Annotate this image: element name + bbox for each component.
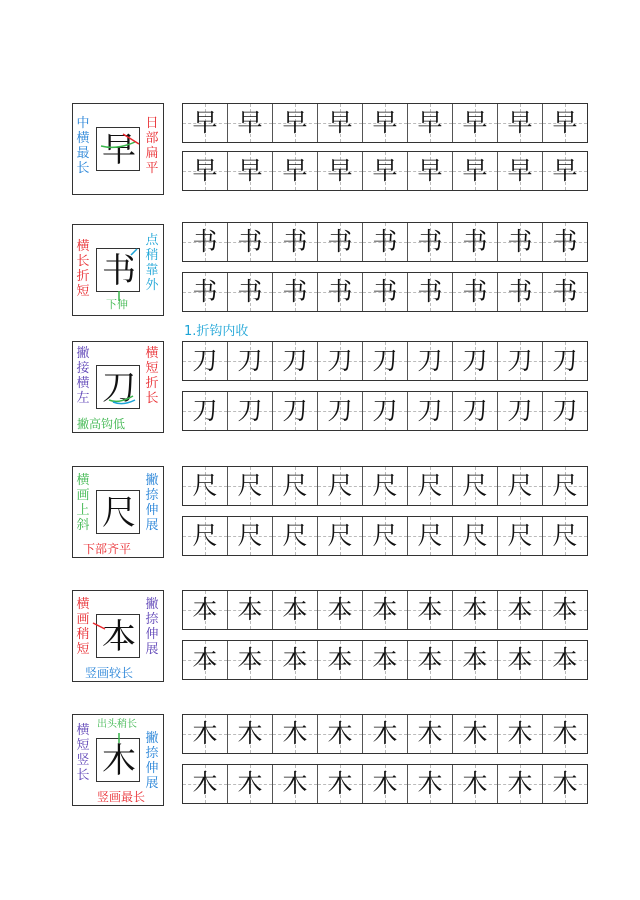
practice-row-2 bbox=[182, 764, 588, 804]
practice-cell bbox=[363, 765, 408, 803]
practice-char: 刀 bbox=[237, 346, 263, 375]
practice-cell bbox=[318, 467, 363, 505]
practice-row-1 bbox=[182, 222, 588, 262]
practice-char: 早 bbox=[417, 156, 443, 185]
practice-char: 本 bbox=[327, 595, 353, 624]
practice-char: 刀 bbox=[282, 346, 308, 375]
practice-cell bbox=[363, 223, 408, 261]
practice-char: 早 bbox=[507, 156, 533, 185]
practice-cell bbox=[543, 715, 587, 753]
char-block-mu bbox=[0, 714, 640, 814]
practice-char: 本 bbox=[462, 645, 488, 674]
practice-char: 书 bbox=[507, 277, 533, 306]
practice-cell bbox=[228, 223, 273, 261]
practice-char: 本 bbox=[372, 595, 398, 624]
practice-char: 木 bbox=[282, 719, 308, 748]
practice-char: 本 bbox=[417, 595, 443, 624]
practice-char: 书 bbox=[462, 227, 488, 256]
practice-char: 木 bbox=[327, 769, 353, 798]
practice-cell bbox=[273, 517, 318, 555]
practice-cell bbox=[318, 152, 363, 190]
practice-cell bbox=[543, 765, 587, 803]
right-note: 日部扁平 bbox=[145, 116, 159, 176]
model-char-box bbox=[72, 341, 164, 433]
practice-char: 刀 bbox=[327, 346, 353, 375]
practice-cell bbox=[543, 392, 587, 430]
practice-cell bbox=[498, 223, 543, 261]
practice-cell bbox=[273, 152, 318, 190]
practice-char: 木 bbox=[552, 769, 578, 798]
practice-cell bbox=[408, 765, 453, 803]
practice-cell bbox=[363, 591, 408, 629]
practice-char: 木 bbox=[552, 719, 578, 748]
practice-char: 早 bbox=[552, 156, 578, 185]
practice-cell bbox=[453, 104, 498, 142]
practice-cell bbox=[453, 517, 498, 555]
practice-cell bbox=[273, 273, 318, 311]
practice-cell bbox=[498, 591, 543, 629]
practice-cell bbox=[543, 467, 587, 505]
bottom-note: 竖画较长 bbox=[85, 666, 134, 680]
practice-char: 早 bbox=[327, 108, 353, 137]
practice-char: 本 bbox=[507, 595, 533, 624]
practice-cell bbox=[318, 641, 363, 679]
practice-row-2 bbox=[182, 516, 588, 556]
practice-char: 书 bbox=[462, 277, 488, 306]
practice-cell bbox=[408, 104, 453, 142]
practice-char: 刀 bbox=[552, 396, 578, 425]
practice-cell bbox=[453, 715, 498, 753]
practice-char: 书 bbox=[372, 227, 398, 256]
practice-char: 早 bbox=[417, 108, 443, 137]
practice-char: 书 bbox=[372, 277, 398, 306]
practice-cell bbox=[453, 591, 498, 629]
practice-char: 木 bbox=[462, 769, 488, 798]
model-char: 刀 bbox=[102, 368, 136, 408]
practice-char: 尺 bbox=[327, 521, 353, 550]
practice-row-1 bbox=[182, 103, 588, 143]
bottom-note: 下伸 bbox=[106, 298, 128, 311]
practice-char: 尺 bbox=[237, 471, 263, 500]
practice-char: 书 bbox=[237, 227, 263, 256]
practice-char: 刀 bbox=[507, 396, 533, 425]
practice-char: 木 bbox=[417, 719, 443, 748]
practice-char: 尺 bbox=[372, 521, 398, 550]
practice-cell bbox=[318, 392, 363, 430]
practice-cell bbox=[183, 641, 228, 679]
practice-cell bbox=[273, 715, 318, 753]
practice-cell bbox=[183, 517, 228, 555]
bottom-note: 竖画最长 bbox=[97, 790, 146, 804]
practice-char: 木 bbox=[282, 769, 308, 798]
practice-row-1 bbox=[182, 341, 588, 381]
left-note: 横画上斜 bbox=[76, 473, 90, 533]
practice-cell bbox=[543, 641, 587, 679]
practice-char: 刀 bbox=[372, 346, 398, 375]
practice-cell bbox=[363, 152, 408, 190]
practice-cell bbox=[453, 342, 498, 380]
practice-row-1 bbox=[182, 590, 588, 630]
practice-char: 早 bbox=[462, 108, 488, 137]
practice-char: 木 bbox=[237, 719, 263, 748]
char-block-dao bbox=[0, 341, 640, 441]
practice-cell bbox=[498, 715, 543, 753]
practice-char: 尺 bbox=[552, 521, 578, 550]
practice-cell bbox=[408, 342, 453, 380]
practice-cell bbox=[228, 467, 273, 505]
practice-cell bbox=[183, 273, 228, 311]
practice-cell bbox=[543, 152, 587, 190]
practice-char: 尺 bbox=[507, 521, 533, 550]
model-char-grid bbox=[96, 614, 140, 658]
practice-cell bbox=[228, 591, 273, 629]
practice-cell bbox=[228, 273, 273, 311]
practice-cell bbox=[363, 342, 408, 380]
practice-char: 书 bbox=[237, 277, 263, 306]
practice-char: 早 bbox=[282, 156, 308, 185]
practice-cell bbox=[273, 104, 318, 142]
model-char-box bbox=[72, 466, 164, 558]
practice-char: 木 bbox=[372, 719, 398, 748]
practice-char: 早 bbox=[282, 108, 308, 137]
practice-cell bbox=[363, 392, 408, 430]
practice-char: 早 bbox=[237, 156, 263, 185]
right-note: 撇捺伸展 bbox=[145, 473, 159, 533]
practice-char: 尺 bbox=[372, 471, 398, 500]
model-char-grid bbox=[96, 490, 140, 534]
practice-char: 木 bbox=[192, 719, 218, 748]
practice-char: 尺 bbox=[192, 521, 218, 550]
practice-char: 刀 bbox=[237, 396, 263, 425]
practice-cell bbox=[318, 273, 363, 311]
practice-char: 尺 bbox=[462, 521, 488, 550]
practice-char: 尺 bbox=[237, 521, 263, 550]
practice-cell bbox=[183, 715, 228, 753]
model-char-box bbox=[72, 714, 164, 806]
practice-cell bbox=[228, 104, 273, 142]
practice-char: 刀 bbox=[462, 396, 488, 425]
practice-row-1 bbox=[182, 714, 588, 754]
practice-cell bbox=[408, 273, 453, 311]
practice-char: 早 bbox=[192, 108, 218, 137]
practice-row-2 bbox=[182, 391, 588, 431]
practice-cell bbox=[228, 765, 273, 803]
practice-cell bbox=[453, 641, 498, 679]
practice-cell bbox=[408, 591, 453, 629]
bottom-note: 下部齐平 bbox=[83, 542, 132, 556]
right-note: 撇捺伸展 bbox=[145, 597, 159, 657]
practice-char: 刀 bbox=[192, 396, 218, 425]
practice-cell bbox=[543, 223, 587, 261]
practice-cell bbox=[318, 591, 363, 629]
practice-cell bbox=[543, 591, 587, 629]
char-block-zao bbox=[0, 103, 640, 203]
practice-cell bbox=[453, 152, 498, 190]
left-note: 横短竖长 bbox=[76, 723, 90, 783]
practice-char: 刀 bbox=[417, 346, 443, 375]
model-char: 早 bbox=[102, 130, 136, 170]
practice-cell bbox=[228, 152, 273, 190]
practice-char: 木 bbox=[507, 719, 533, 748]
practice-char: 尺 bbox=[507, 471, 533, 500]
practice-char: 本 bbox=[237, 595, 263, 624]
practice-char: 书 bbox=[507, 227, 533, 256]
practice-char: 木 bbox=[462, 719, 488, 748]
char-block-shu bbox=[0, 222, 640, 322]
practice-cell bbox=[498, 152, 543, 190]
practice-char: 早 bbox=[372, 108, 398, 137]
practice-cell bbox=[543, 342, 587, 380]
practice-cell bbox=[498, 467, 543, 505]
practice-char: 尺 bbox=[417, 521, 443, 550]
practice-row-2 bbox=[182, 151, 588, 191]
practice-char: 早 bbox=[327, 156, 353, 185]
practice-cell bbox=[183, 392, 228, 430]
practice-cell bbox=[453, 467, 498, 505]
model-char: 尺 bbox=[102, 493, 136, 533]
practice-char: 尺 bbox=[417, 471, 443, 500]
practice-char: 刀 bbox=[552, 346, 578, 375]
practice-char: 本 bbox=[417, 645, 443, 674]
practice-char: 木 bbox=[237, 769, 263, 798]
practice-char: 刀 bbox=[327, 396, 353, 425]
practice-char: 本 bbox=[552, 645, 578, 674]
practice-char: 本 bbox=[282, 645, 308, 674]
top-note: 出头稍长 bbox=[97, 719, 137, 730]
practice-cell bbox=[498, 104, 543, 142]
practice-char: 刀 bbox=[192, 346, 218, 375]
practice-char: 书 bbox=[282, 277, 308, 306]
practice-char: 书 bbox=[327, 277, 353, 306]
practice-char: 书 bbox=[552, 227, 578, 256]
practice-cell bbox=[453, 223, 498, 261]
practice-cell bbox=[408, 392, 453, 430]
practice-cell bbox=[183, 765, 228, 803]
practice-cell bbox=[318, 517, 363, 555]
practice-char: 本 bbox=[507, 645, 533, 674]
practice-char: 书 bbox=[327, 227, 353, 256]
practice-char: 本 bbox=[372, 645, 398, 674]
practice-char: 刀 bbox=[462, 346, 488, 375]
practice-cell bbox=[273, 765, 318, 803]
practice-char: 书 bbox=[282, 227, 308, 256]
practice-cell bbox=[363, 273, 408, 311]
practice-char: 木 bbox=[507, 769, 533, 798]
practice-cell bbox=[408, 223, 453, 261]
practice-char: 木 bbox=[192, 769, 218, 798]
top-note: 1.折钩内收 bbox=[184, 324, 249, 339]
practice-row-2 bbox=[182, 272, 588, 312]
practice-char: 本 bbox=[552, 595, 578, 624]
practice-cell bbox=[273, 591, 318, 629]
practice-cell bbox=[183, 467, 228, 505]
practice-row-2 bbox=[182, 640, 588, 680]
practice-cell bbox=[273, 467, 318, 505]
practice-char: 刀 bbox=[417, 396, 443, 425]
practice-char: 早 bbox=[192, 156, 218, 185]
model-char-grid bbox=[96, 738, 140, 782]
practice-char: 本 bbox=[237, 645, 263, 674]
practice-char: 木 bbox=[417, 769, 443, 798]
practice-char: 本 bbox=[282, 595, 308, 624]
practice-cell bbox=[183, 342, 228, 380]
practice-char: 刀 bbox=[507, 346, 533, 375]
practice-char: 书 bbox=[417, 227, 443, 256]
practice-cell bbox=[363, 517, 408, 555]
model-char: 书 bbox=[102, 251, 136, 291]
bottom-note: 撇高钩低 bbox=[77, 417, 126, 431]
right-note: 点稍靠外 bbox=[145, 233, 159, 293]
practice-cell bbox=[408, 152, 453, 190]
practice-cell bbox=[498, 641, 543, 679]
practice-cell bbox=[318, 104, 363, 142]
model-char-grid bbox=[96, 365, 140, 409]
practice-char: 本 bbox=[327, 645, 353, 674]
model-char-box bbox=[72, 224, 164, 316]
practice-char: 书 bbox=[552, 277, 578, 306]
model-char-box bbox=[72, 103, 164, 195]
practice-cell bbox=[183, 223, 228, 261]
practice-cell bbox=[183, 152, 228, 190]
practice-cell bbox=[363, 467, 408, 505]
practice-char: 本 bbox=[192, 595, 218, 624]
practice-cell bbox=[273, 223, 318, 261]
model-char-grid bbox=[96, 127, 140, 171]
practice-char: 早 bbox=[462, 156, 488, 185]
practice-cell bbox=[498, 517, 543, 555]
practice-char: 尺 bbox=[327, 471, 353, 500]
practice-cell bbox=[543, 273, 587, 311]
practice-cell bbox=[408, 715, 453, 753]
model-char-grid bbox=[96, 248, 140, 292]
practice-char: 刀 bbox=[372, 396, 398, 425]
practice-char: 木 bbox=[327, 719, 353, 748]
practice-cell bbox=[408, 467, 453, 505]
left-note: 横长折短 bbox=[76, 239, 90, 299]
practice-char: 木 bbox=[372, 769, 398, 798]
practice-cell bbox=[273, 392, 318, 430]
practice-cell bbox=[498, 342, 543, 380]
model-char-box bbox=[72, 590, 164, 682]
practice-cell bbox=[273, 342, 318, 380]
right-note: 撇捺伸展 bbox=[145, 731, 159, 791]
char-block-ben bbox=[0, 590, 640, 690]
model-char: 木 bbox=[102, 741, 136, 781]
practice-cell bbox=[543, 104, 587, 142]
practice-cell bbox=[543, 517, 587, 555]
practice-cell bbox=[183, 591, 228, 629]
practice-cell bbox=[228, 715, 273, 753]
right-note: 横短折长 bbox=[145, 346, 159, 406]
practice-row-1 bbox=[182, 466, 588, 506]
practice-cell bbox=[498, 392, 543, 430]
practice-char: 尺 bbox=[282, 521, 308, 550]
practice-cell bbox=[498, 765, 543, 803]
practice-char: 早 bbox=[552, 108, 578, 137]
practice-cell bbox=[228, 517, 273, 555]
practice-char: 书 bbox=[417, 277, 443, 306]
practice-cell bbox=[408, 517, 453, 555]
practice-cell bbox=[318, 715, 363, 753]
practice-cell bbox=[453, 392, 498, 430]
practice-cell bbox=[318, 223, 363, 261]
practice-char: 早 bbox=[237, 108, 263, 137]
practice-cell bbox=[453, 273, 498, 311]
practice-char: 本 bbox=[462, 595, 488, 624]
practice-cell bbox=[363, 715, 408, 753]
practice-cell bbox=[228, 641, 273, 679]
practice-cell bbox=[363, 104, 408, 142]
practice-char: 尺 bbox=[192, 471, 218, 500]
practice-cell bbox=[408, 641, 453, 679]
practice-cell bbox=[453, 765, 498, 803]
practice-cell bbox=[318, 765, 363, 803]
practice-cell bbox=[228, 342, 273, 380]
practice-char: 本 bbox=[192, 645, 218, 674]
practice-cell bbox=[498, 273, 543, 311]
practice-char: 书 bbox=[192, 227, 218, 256]
practice-cell bbox=[318, 342, 363, 380]
model-char: 本 bbox=[102, 617, 136, 657]
practice-char: 尺 bbox=[282, 471, 308, 500]
practice-char: 尺 bbox=[462, 471, 488, 500]
left-note: 横画稍短 bbox=[76, 597, 90, 657]
left-note: 撇接横左 bbox=[76, 346, 90, 406]
practice-char: 书 bbox=[192, 277, 218, 306]
practice-char: 早 bbox=[372, 156, 398, 185]
practice-char: 早 bbox=[507, 108, 533, 137]
practice-char: 刀 bbox=[282, 396, 308, 425]
practice-char: 尺 bbox=[552, 471, 578, 500]
practice-cell bbox=[183, 104, 228, 142]
practice-cell bbox=[273, 641, 318, 679]
practice-cell bbox=[363, 641, 408, 679]
practice-cell bbox=[228, 392, 273, 430]
left-note: 中横最长 bbox=[76, 116, 90, 176]
char-block-chi bbox=[0, 466, 640, 566]
